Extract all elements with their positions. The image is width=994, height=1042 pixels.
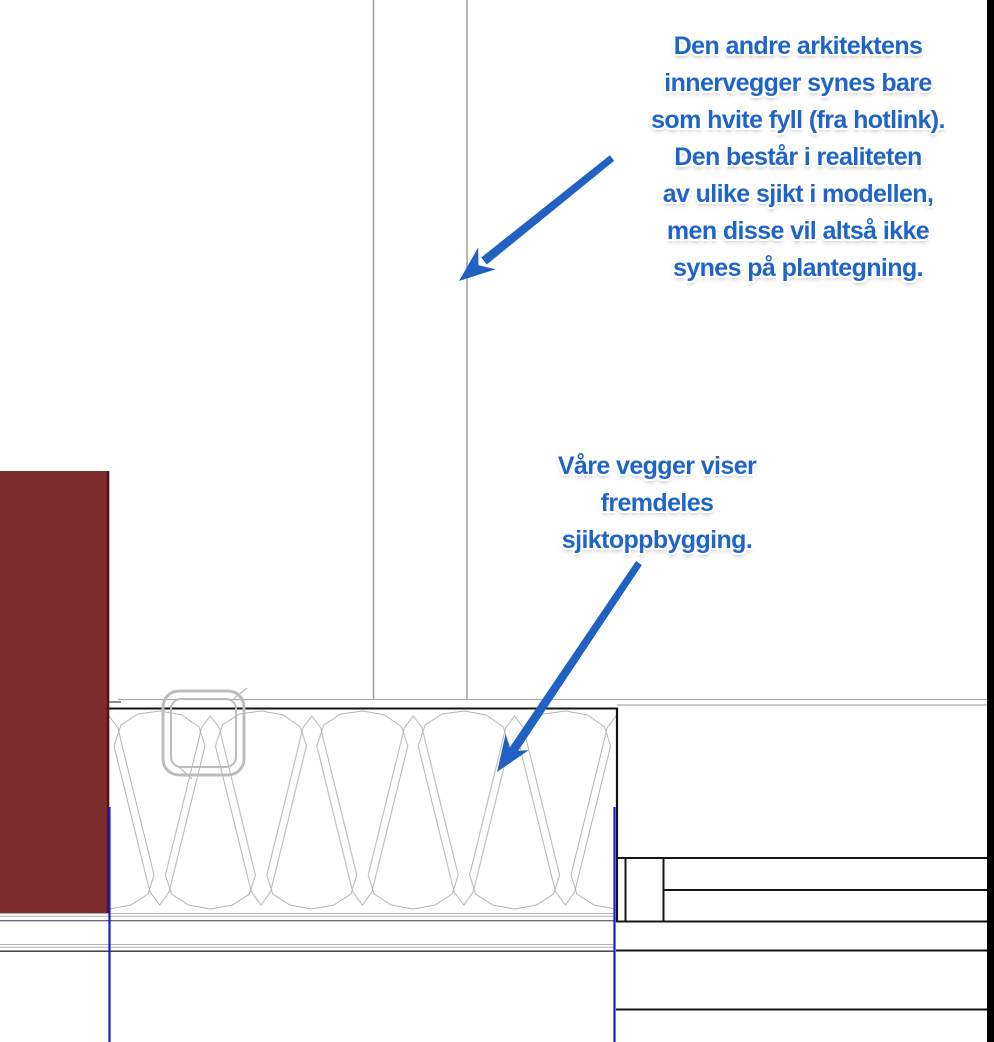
annotation-note-our-walls[interactable] xyxy=(495,448,819,559)
annotation-line: synes på plantegning. xyxy=(673,254,923,282)
annotation-line: sjiktoppbygging. xyxy=(561,526,753,554)
hotlink-wall[interactable] xyxy=(374,0,468,699)
annotation-line: Våre vegger viser xyxy=(557,452,757,480)
annotation-line: av ulike sjikt i modellen, xyxy=(662,180,934,208)
annotation-line: men disse vil altså ikke xyxy=(666,217,930,245)
annotation-line: fremdeles xyxy=(600,489,714,517)
annotation-line: Den andre arkitektens xyxy=(673,32,923,60)
insulation-batt-pattern xyxy=(109,709,617,911)
right-wall-assembly[interactable] xyxy=(616,858,990,1010)
annotation-note-hotlink[interactable] xyxy=(606,28,990,287)
annotation-line: Den består i realiteten xyxy=(674,143,922,171)
leader-arrow-hotlink[interactable] xyxy=(459,155,614,281)
red-wall[interactable] xyxy=(0,471,109,913)
annotation-line: som hvite fyll (fra hotlink). xyxy=(651,106,945,134)
annotation-line: innervegger synes bare xyxy=(664,69,932,97)
